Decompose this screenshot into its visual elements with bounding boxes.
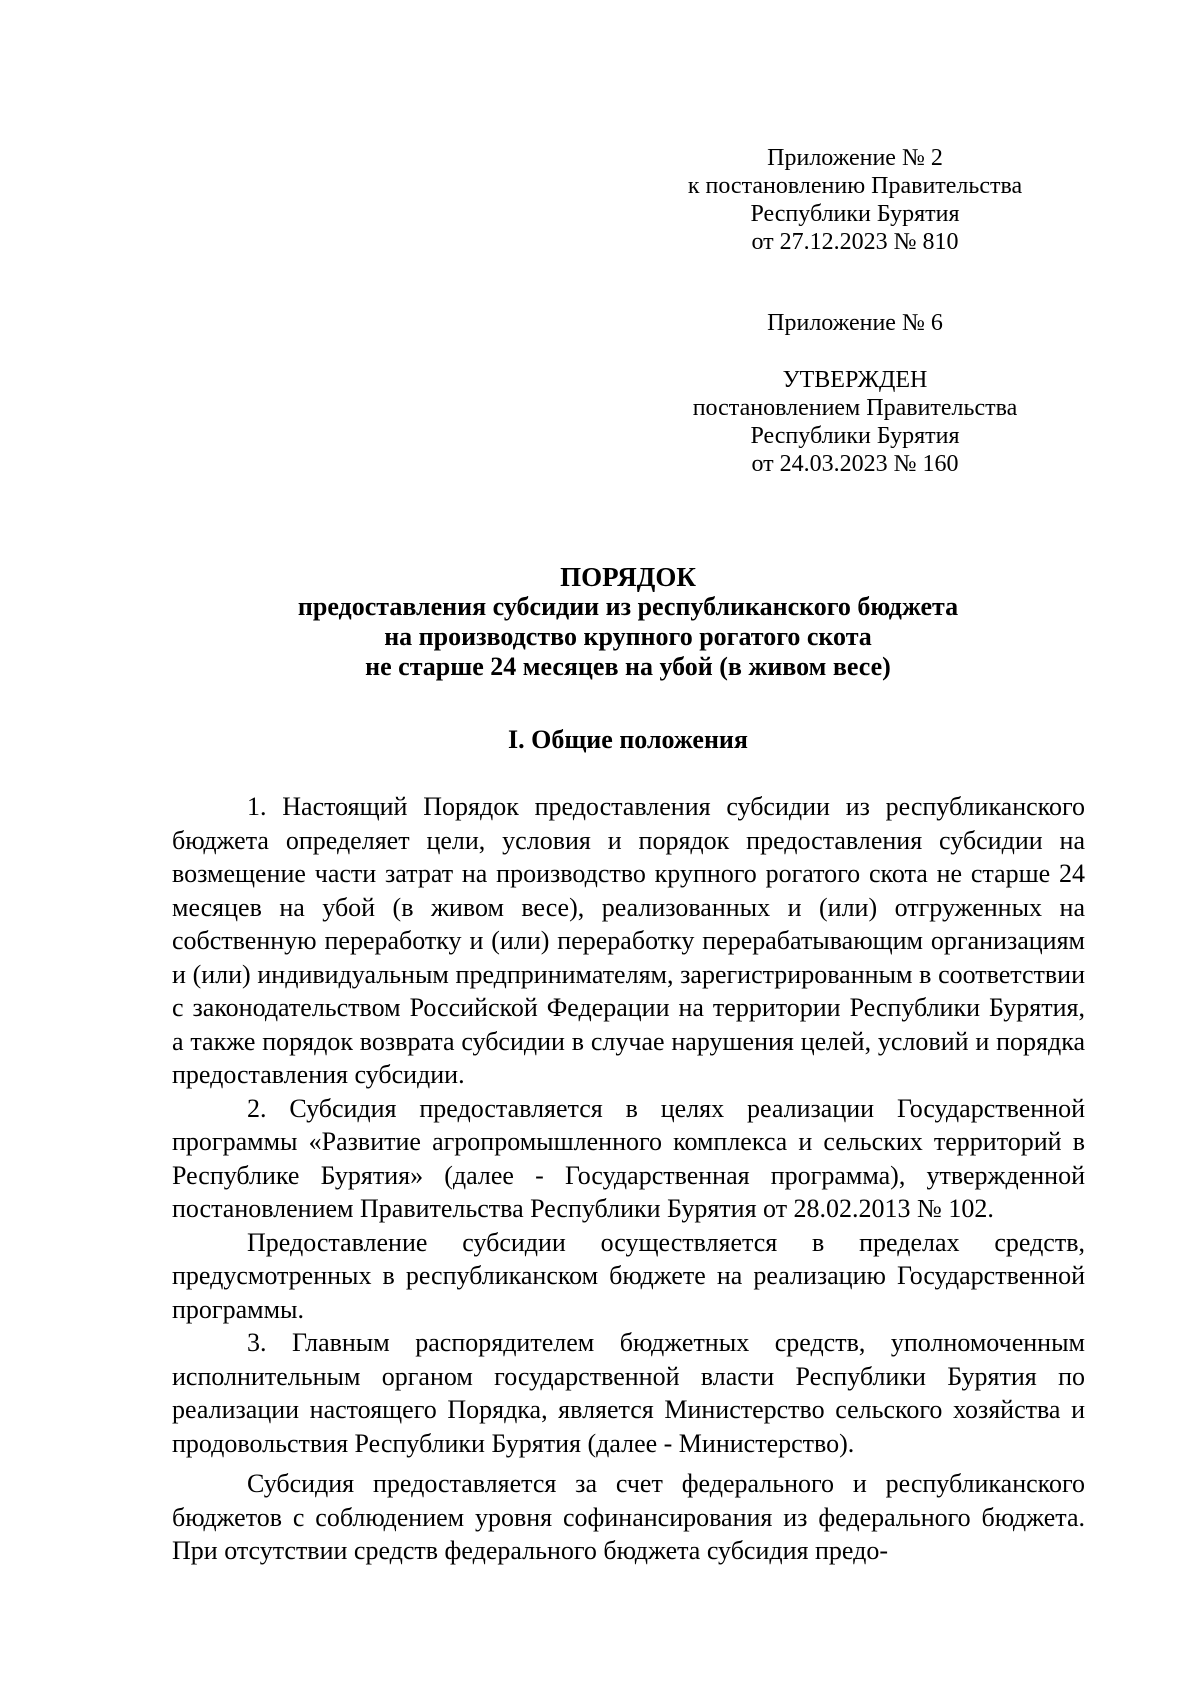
approval-line: УТВЕРЖДЕН: [782, 367, 928, 393]
paragraph: 2. Субсидия предоставляется в целях реализации Государственной программы «Развитие агропромышленного комплекса и сельских территорий в Республике Бурятия» (далее - Государственная программа), утвержденной постановлением Правительства Республики Бурятия от 28.02.2013 № 102.: [172, 1093, 1085, 1223]
appendix-2-line: Приложение № 2: [767, 145, 943, 171]
document-subtitle-line: на производство крупного рогатого скота: [384, 622, 872, 651]
paragraph: 1. Настоящий Порядок предоставления субсидии из республиканского бюджета определяет цели, условия и порядок предоставления субсидии на возмещение части затрат на производство крупного рогатого скота не старше 24 месяцев на убой (в живом весе), реализованных и (или) отгруженных на собственную переработку и (или) переработку перерабатывающим организациям и (или) индивидуальным предпринимателям, зарегистрированным в соответствии с законодательством Российской Федерации на территории Республики Бурятия, а также порядок возврата субсидии в случае нарушения целей, условий и порядка предоставления субсидии.: [172, 792, 1085, 1089]
approval-line: постановлением Правительства: [692, 395, 1018, 421]
appendix-2-line: от 27.12.2023 № 810: [751, 229, 959, 255]
appendix-2-block: [665, 144, 1045, 256]
paragraph: Субсидия предоставляется за счет федерального и республиканского бюджетов с соблюдением уровня софинансирования из федерального бюджета. При отсутствии средств федерального бюджета субсидия предо-: [172, 1469, 1085, 1565]
paragraph: 3. Главным распорядителем бюджетных средств, уполномоченным исполнительным органом государственной власти Республики Бурятия по реализации настоящего Порядка, является Министерство сельского хозяйства и продовольствия Республики Бурятия (далее - Министерство).: [172, 1328, 1085, 1458]
document-subtitle-line: предоставления субсидии из республиканского бюджета: [297, 592, 959, 621]
appendix-6-block: [665, 309, 1045, 337]
document-title-block: [172, 562, 1084, 682]
document-title: ПОРЯДОК: [560, 562, 696, 592]
approval-line: от 24.03.2023 № 160: [751, 451, 959, 477]
paragraph: Предоставление субсидии осуществляется в пределах средств, предусмотренных в республиканском бюджете на реализацию Государственной программы.: [172, 1227, 1085, 1324]
appendix-2-line: Республики Бурятия: [750, 201, 960, 227]
document-subtitle-line: не старше 24 месяцев на убой (в живом весе): [365, 652, 891, 681]
document-body: [172, 790, 1085, 1568]
section-heading: I. Общие положения: [508, 725, 748, 754]
approval-line: Республики Бурятия: [750, 423, 960, 449]
appendix-2-line: к постановлению Правительства: [687, 173, 1023, 199]
appendix-6-label: Приложение № 6: [767, 310, 943, 336]
approval-stamp-block: [665, 366, 1045, 478]
